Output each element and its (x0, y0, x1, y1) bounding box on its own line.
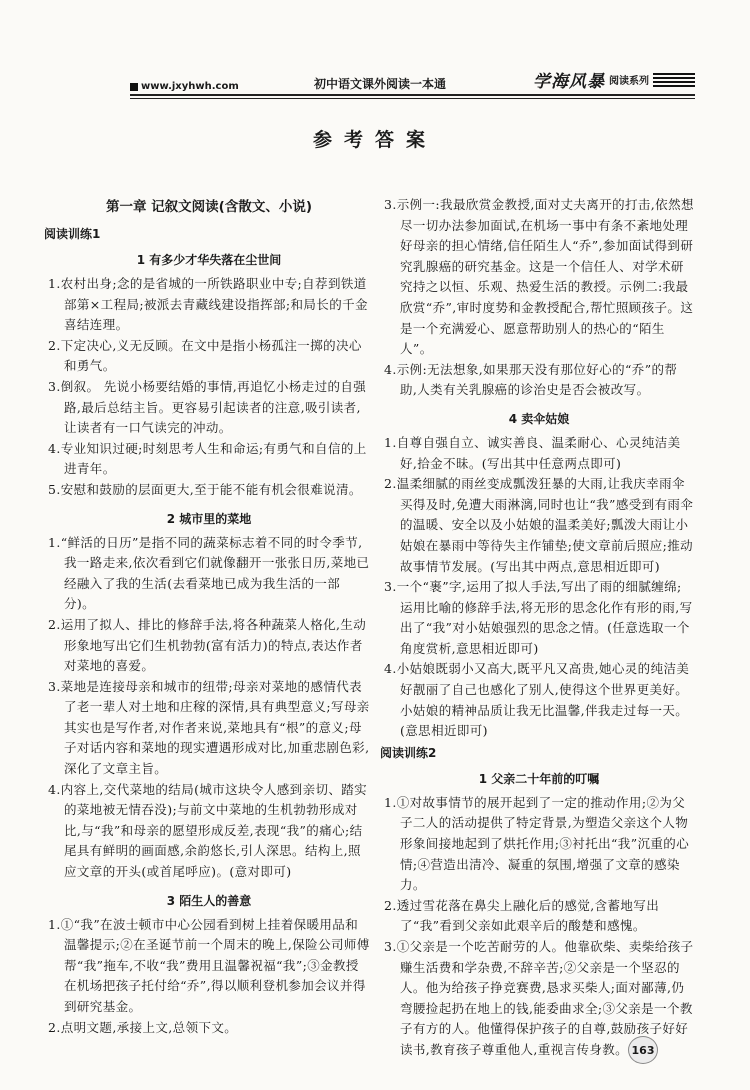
answer-item: 2.下定决心,义无反顾。在文中是指小杨孤注一掷的决心和勇气。 (48, 337, 362, 374)
answer-item: 4.示例:无法想象,如果那天没有那位好心的“乔”的帮助,人类有关乳腺癌的诊治史是否会被改写。 (384, 361, 678, 398)
answer-item: 2.温柔细腻的雨丝变成瓢泼狂暴的大雨,让我庆幸雨伞买得及时,免遭大雨淋漓,同时也让“我”感受到有雨伞的温暖、安全以及小姑娘的温柔美好;瓢泼大雨让小姑娘在暴雨中等待失主作铺垫;使文章前后照应;推动故事情节发展。(写出其中两点,意思相近即可) (384, 476, 694, 574)
header-rule (130, 94, 695, 96)
url-text: www.jxyhwh.com (141, 81, 239, 92)
right-column (380, 195, 694, 1061)
brand-logo: 学海风暴 (533, 72, 605, 92)
chapter-heading: 第一章 记叙文阅读(含散文、小说) (105, 199, 313, 215)
brand-area (480, 67, 695, 92)
answer-item: 3.示例一:我最欣赏金教授,面对丈夫离开的打击,依然想尽一切办法参加面试,在机场一事中有条不紊地处理好母亲的担心情绪,信任陌生人“乔”,参加面试得到研究乳腺癌的研究基金。这是一个信任人、对学术研究持之以恒、乐观、热爱生活的教授。示例二:我最欣赏“乔”,审时度势和金教授配合,帮忙照顾孩子。这是一个充满爱心、愿意帮助别人的热心的“陌生人”。 (384, 197, 694, 357)
answer-item: 1.①对故事情节的展开起到了一定的推动作用;②为父子二人的活动提供了特定背景,为塑造父亲这个人物形象间接地起到了烘托作用;③衬托出“我”沉重的心情;④营造出清冷、凝重的氛围,增强了文章的感染力。 (384, 794, 690, 893)
answer-item: 4.内容上,交代菜地的结局(城市这块令人感到亲切、踏实的菜地被无情吞没);与前文中菜地的生机勃勃形成对比,与“我”和母亲的愿望形成反差,表现“我”的痛心;结尾具有鲜明的画面感,余韵悠长,引人深思。结构上,照应文章的开头(或首尾呼应)。(意对即可) (48, 781, 368, 880)
answer-item: 4.小姑娘既弱小又高大,既平凡又高贵,她心灵的纯洁美好靓丽了自己也感化了别人,使得这个世界更美好。小姑娘的精神品质让我无比温馨,伴我走过每一天。(意思相近即可) (384, 661, 690, 739)
answer-item: 1.“鲜活的日历”是指不同的蔬菜标志着不同的时令季节,我一路走来,依次看到它们就像翻开一张张日历,菜地已经融入了我的生活(去看菜地已成为我生活的一部分)。 (48, 534, 370, 612)
answer-item: 2.透过雪花落在鼻尖上融化后的感觉,含蓄地写出了“我”看到父亲如此艰辛后的酸楚和感愧。 (384, 897, 660, 934)
section-title: 1 父亲二十年前的叮嘱 (478, 771, 600, 786)
training-label: 阅读训练1 (44, 227, 101, 241)
section-title: 2 城市里的菜地 (166, 511, 252, 526)
answer-item: 3.菜地是连接母亲和城市的纽带;母亲对菜地的感情代表了老一辈人对土地和庄稼的深情,具有典型意义;写母亲其实也是写作者,对作者来说,菜地具有“根”的意义;母子对话内容和菜地的现实遭遇形成对比,加重悲剧色彩,深化了文章主旨。 (48, 678, 370, 777)
answer-item: 1.自尊自强自立、诚实善良、温柔耐心、心灵纯洁美好,拾金不昧。(写出其中任意两点即可) (384, 434, 681, 471)
running-header (130, 70, 695, 92)
section-title: 3 陌生人的善意 (166, 893, 252, 908)
answer-item: 1.农村出身;念的是省城的一所铁路职业中专;自荐到铁道部第×工程局;被派去青藏线建设指挥部;和局长的千金喜结连理。 (48, 276, 368, 333)
answer-item: 3.①父亲是一个吃苦耐劳的人。他靠砍柴、卖柴给孩子赚生活费和学杂费,不辞辛苦;②父亲是一个坚忍的人。他为给孩子挣竞赛费,恳求买柴人;面对鄙薄,仍弯腰捡起扔在地上的钱,能委曲求全;③父亲是一个教子有方的人。他懂得保护孩子的自尊,鼓励孩子好好读书,教育孩子尊重他人,重视言传身教。 (384, 939, 694, 1057)
stripe-bars-icon (653, 73, 695, 87)
page-number: 163 (628, 1036, 658, 1064)
header-rule-thin (130, 98, 695, 99)
section-title: 1 有多少才华失落在尘世间 (136, 253, 282, 267)
book-title: 初中语文课外阅读一本通 (313, 77, 446, 91)
series-label: 阅读系列 (609, 76, 649, 87)
answer-item: 5.安慰和鼓励的层面更大,至于能不能有机会很难说清。 (48, 481, 362, 497)
left-column (44, 195, 370, 1038)
page-title: 参考答案 (312, 129, 437, 151)
answer-item: 1.①“我”在波士顿市中心公园看到树上挂着保暖用品和温馨提示;②在圣诞节前一个周末的晚上,保险公司师傅帮“我”拖车,不收“我”费用且温馨祝福“我”;③金教授在机场把孩子托付给“乔”,得以顺利登机参加会议并得到研究基金。 (48, 916, 370, 1014)
answer-item: 4.专业知识过硬;时刻思考人生和命运;有勇气和自信的上进青年。 (48, 440, 367, 477)
answer-item: 3.一个“裹”字,运用了拟人手法,写出了雨的细腻缠绵;运用比喻的修辞手法,将无形的思念化作有形的雨,写出了“我”对小姑娘强烈的思念之情。(任意选取一个角度赏析,意思相近即可) (384, 579, 693, 656)
website-url (130, 81, 280, 92)
answer-item: 2.点明文题,承接上文,总领下文。 (48, 1019, 238, 1035)
training-label: 阅读训练2 (380, 745, 437, 760)
answer-item: 3.倒叙。 先说小杨要结婚的事情,再追忆小杨走过的自强路,最后总结主旨。更容易引起读者的注意,吸引读者,让读者有一口气读完的冲动。 (48, 378, 367, 436)
answer-item: 2.运用了拟人、排比的修辞手法,将各种蔬菜人格化,生动形象地写出它们生机勃勃(富有活力)的特点,表达作者对菜地的喜爱。 (48, 616, 367, 674)
square-bullet-icon (130, 83, 138, 91)
section-title: 4 卖伞姑娘 (508, 411, 570, 426)
